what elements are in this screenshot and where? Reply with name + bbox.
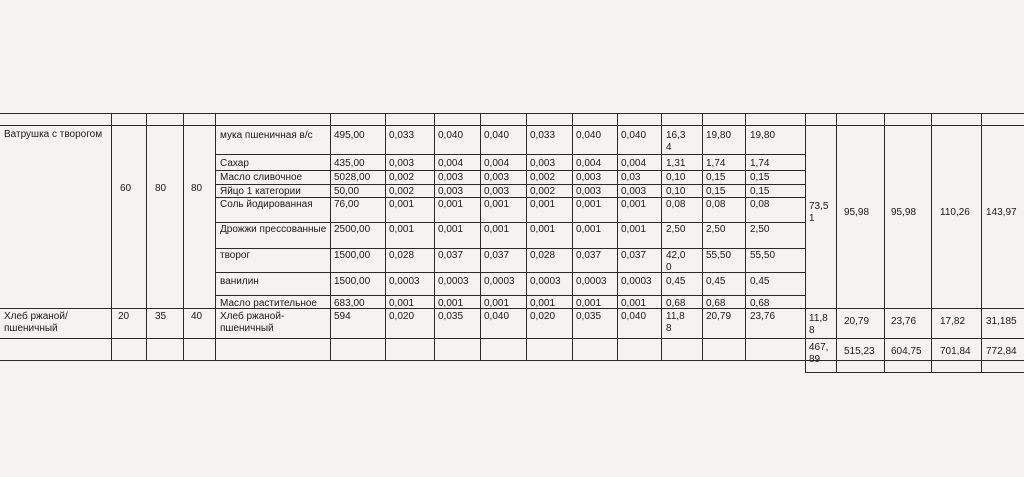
ingredient-value: 0,45 (706, 276, 726, 287)
ingredient-value: 0,001 (438, 298, 464, 309)
ingredient-name: мука пшеничная в/с (220, 130, 313, 141)
ingredient-value: 495,00 (334, 130, 365, 141)
ingredient-value: 0,001 (484, 199, 510, 210)
dish-total-5: 31,185 (986, 316, 1017, 327)
table-rule (805, 372, 1024, 373)
dish-total-2: 20,79 (844, 316, 870, 327)
dish-name: Хлеб ржаной/пшеничный (4, 311, 68, 334)
ingredient-value: 0,08 (666, 199, 686, 210)
ingredient-name: ванилин (220, 276, 259, 287)
ingredient-value: 0,002 (389, 172, 415, 183)
ingredient-value: 0,68 (706, 298, 726, 309)
table-rule (981, 113, 982, 373)
ingredient-value: 0,0003 (438, 276, 469, 287)
table-rule (745, 113, 746, 360)
ingredient-value: 0,004 (484, 158, 510, 169)
ingredient-name: Яйцо 1 категории (220, 186, 301, 197)
table-rule (836, 113, 837, 373)
ingredient-value: 0,45 (750, 276, 770, 287)
table-rule (146, 113, 147, 360)
ingredient-value: 0,001 (530, 298, 556, 309)
table-rule (215, 295, 805, 296)
table-rule (215, 154, 805, 155)
ingredient-value: 0,040 (621, 311, 647, 322)
ingredient-value: 0,004 (438, 158, 464, 169)
grand-total-4: 701,84 (940, 346, 971, 357)
ingredient-name: творог (220, 250, 251, 261)
ingredient-value: 0,15 (750, 172, 770, 183)
ingredient-value: 0,033 (389, 130, 415, 141)
ingredient-value: 0,0003 (576, 276, 607, 287)
ingredient-value: 16,3 4 (666, 130, 686, 153)
table-rule (884, 113, 885, 373)
ingredient-value: 0,003 (438, 172, 464, 183)
dish-col-b: 35 (155, 311, 167, 322)
ingredient-value: 2,50 (666, 224, 686, 235)
ingredient-value: 0,001 (576, 224, 602, 235)
ingredient-value: 0,08 (706, 199, 726, 210)
ingredient-value: 0,002 (530, 172, 556, 183)
ingredient-value: 0,035 (576, 311, 602, 322)
ingredient-value: 0,020 (389, 311, 415, 322)
dish-total-1: 11,8 8 (809, 313, 828, 336)
ingredient-value: 0,001 (438, 199, 464, 210)
table-rule (805, 113, 806, 373)
ingredient-value: 0,040 (484, 311, 510, 322)
ingredient-value: 5028,00 (334, 172, 371, 183)
ingredient-value: 0,001 (530, 199, 556, 210)
dish-total-3: 95,98 (891, 207, 917, 218)
ingredient-value: 0,68 (750, 298, 770, 309)
table-rule (0, 308, 1024, 309)
table-rule (0, 338, 1024, 339)
ingredient-value: 2500,00 (334, 224, 371, 235)
table-rule (526, 113, 527, 360)
dish-total-2: 95,98 (844, 207, 870, 218)
table-rule (0, 360, 1024, 361)
ingredient-value: 0,004 (621, 158, 647, 169)
dish-total-4: 17,82 (940, 316, 966, 327)
ingredient-value: 0,003 (389, 158, 415, 169)
ingredient-value: 0,037 (438, 250, 464, 261)
ingredient-value: 42,0 0 (666, 250, 686, 273)
ingredient-value: 0,037 (484, 250, 510, 261)
table-rule (215, 113, 216, 360)
ingredient-value: 0,68 (666, 298, 686, 309)
ingredient-value: 0,08 (750, 199, 770, 210)
ingredient-value: 0,15 (706, 186, 726, 197)
table-rule (661, 113, 662, 360)
ingredient-value: 0,028 (530, 250, 556, 261)
ingredient-value: 0,001 (621, 298, 647, 309)
ingredient-value: 1,74 (750, 158, 770, 169)
ingredient-name: Хлеб ржаной-пшеничный (220, 311, 285, 334)
table-rule (0, 113, 1024, 114)
dish-col-a: 60 (120, 183, 132, 194)
ingredient-value: 0,001 (621, 224, 647, 235)
ingredient-value: 0,10 (666, 186, 686, 197)
ingredient-name: Дрожжи прессованные (220, 224, 327, 235)
ingredient-value: 0,001 (484, 298, 510, 309)
ingredient-value: 0,001 (389, 224, 415, 235)
ingredient-value: 0,001 (389, 199, 415, 210)
ingredient-value: 0,040 (438, 130, 464, 141)
ingredient-name: Соль йодированная (220, 199, 313, 210)
grand-total-2: 515,23 (844, 346, 875, 357)
table-rule (215, 184, 805, 185)
ingredient-value: 2,50 (750, 224, 770, 235)
ingredient-value: 1500,00 (334, 250, 371, 261)
table-rule (480, 113, 481, 360)
table-rule (215, 222, 805, 223)
dish-total-5: 143,97 (986, 207, 1017, 218)
ingredient-value: 0,002 (530, 186, 556, 197)
ingredient-value: 0,035 (438, 311, 464, 322)
ingredient-value: 11,8 8 (666, 311, 685, 334)
ingredient-value: 1500,00 (334, 276, 371, 287)
ingredient-value: 0,040 (484, 130, 510, 141)
ingredient-value: 55,50 (706, 250, 732, 261)
table-rule (215, 170, 805, 171)
ingredient-value: 0,0003 (389, 276, 420, 287)
ingredient-value: 0,003 (530, 158, 556, 169)
ingredient-value: 435,00 (334, 158, 365, 169)
ingredient-name: Сахар (220, 158, 249, 169)
ingredient-value: 0,037 (576, 250, 602, 261)
table-rule (572, 113, 573, 360)
ingredient-value: 0,003 (484, 186, 510, 197)
ingredient-value: 55,50 (750, 250, 776, 261)
ingredient-name: Масло растительное (220, 298, 317, 309)
ingredient-value: 0,028 (389, 250, 415, 261)
ingredient-value: 0,10 (666, 172, 686, 183)
ingredient-value: 0,004 (576, 158, 602, 169)
ingredient-value: 0,001 (484, 224, 510, 235)
ingredient-value: 683,00 (334, 298, 365, 309)
table-rule (111, 113, 112, 360)
ingredient-value: 0,0003 (530, 276, 561, 287)
ingredient-value: 0,001 (576, 199, 602, 210)
ingredient-value: 0,001 (530, 224, 556, 235)
grand-total-3: 604,75 (891, 346, 922, 357)
ingredient-value: 0,0003 (484, 276, 515, 287)
ingredient-value: 2,50 (706, 224, 726, 235)
grand-total-5: 772,84 (986, 346, 1017, 357)
ingredient-value: 0,003 (438, 186, 464, 197)
ingredient-value: 0,15 (750, 186, 770, 197)
dish-col-b: 80 (155, 183, 167, 194)
ingredient-value: 0,001 (621, 199, 647, 210)
table-rule (434, 113, 435, 360)
ingredient-value: 0,003 (621, 186, 647, 197)
ingredient-value: 1,31 (666, 158, 686, 169)
ingredient-value: 0,040 (576, 130, 602, 141)
ingredient-value: 76,00 (334, 199, 360, 210)
ingredient-value: 0,001 (438, 224, 464, 235)
dish-col-a: 20 (118, 311, 130, 322)
ingredient-value: 0,001 (389, 298, 415, 309)
table-rule (617, 113, 618, 360)
table-rule (183, 113, 184, 360)
ingredient-value: 20,79 (706, 311, 732, 322)
ingredient-value: 1,74 (706, 158, 726, 169)
dish-name: Ватрушка с творогом (4, 129, 103, 140)
table-rule (0, 125, 1024, 126)
ingredient-value: 0,15 (706, 172, 726, 183)
ingredient-value: 19,80 (706, 130, 732, 141)
table-rule (215, 272, 805, 273)
ingredient-value: 0,003 (576, 172, 602, 183)
ingredient-value: 0,001 (576, 298, 602, 309)
dish-total-4: 110,26 (940, 207, 970, 218)
ingredient-value: 0,003 (484, 172, 510, 183)
ingredient-value: 0,020 (530, 311, 556, 322)
ingredient-value: 0,002 (389, 186, 415, 197)
ingredient-value: 19,80 (750, 130, 776, 141)
ingredient-name: Масло сливочное (220, 172, 303, 183)
ingredient-value: 0,040 (621, 130, 647, 141)
ingredient-value: 23,76 (750, 311, 776, 322)
ingredient-value: 0,037 (621, 250, 647, 261)
table-rule (330, 113, 331, 360)
ingredient-value: 0,0003 (621, 276, 652, 287)
table-rule (931, 113, 932, 373)
ingredient-value: 594 (334, 311, 351, 322)
grand-total-1: 467, 89 (809, 342, 829, 365)
ingredient-value: 50,00 (334, 186, 360, 197)
ingredient-value: 0,033 (530, 130, 556, 141)
ingredient-value: 0,03 (621, 172, 641, 183)
dish-col-c: 40 (191, 311, 203, 322)
table-rule (215, 248, 805, 249)
ingredient-value: 0,003 (576, 186, 602, 197)
dish-col-c: 80 (191, 183, 203, 194)
table-rule (702, 113, 703, 360)
dish-total-3: 23,76 (891, 316, 917, 327)
dish-total-1: 73,5 1 (809, 201, 829, 224)
ingredient-value: 0,45 (666, 276, 686, 287)
table-rule (385, 113, 386, 360)
